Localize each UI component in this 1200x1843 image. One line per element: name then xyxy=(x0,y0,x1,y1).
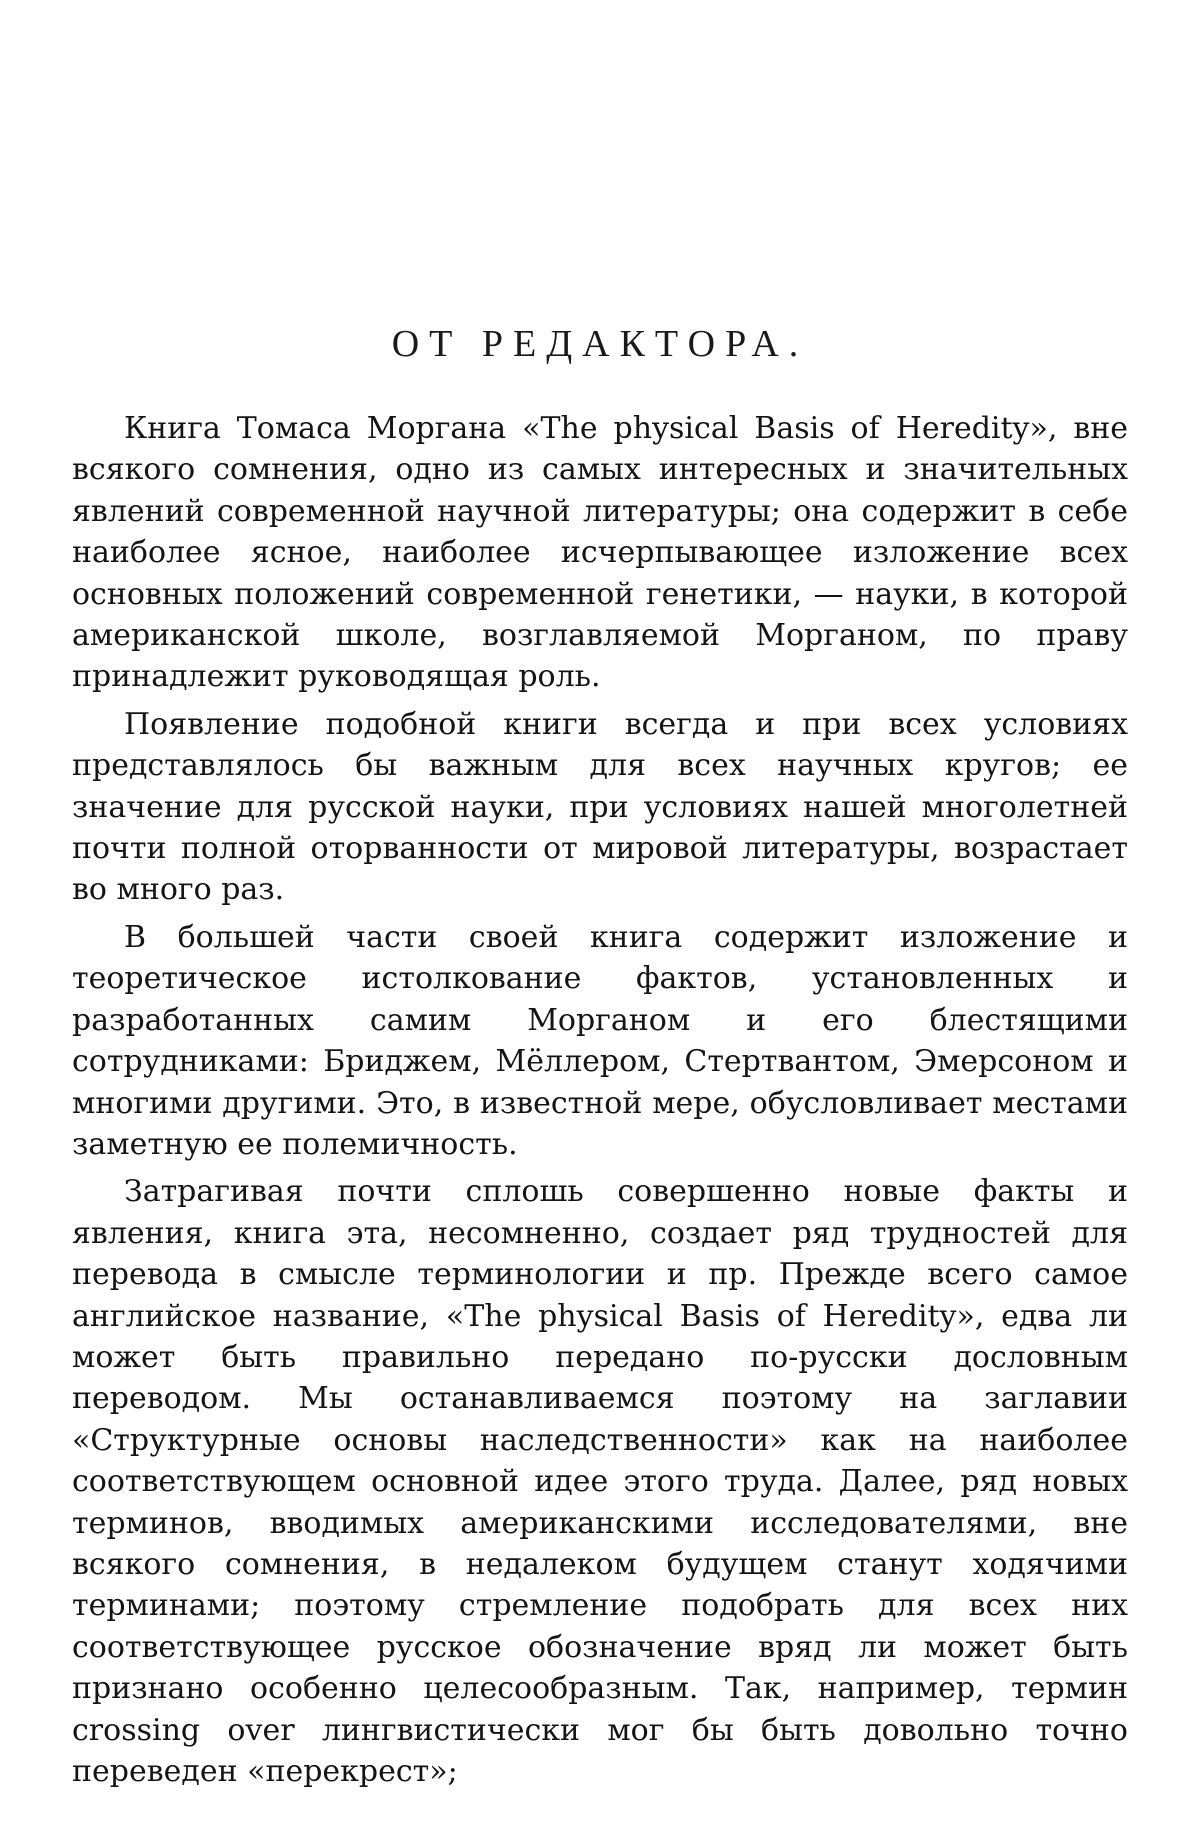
body-text xyxy=(72,408,1128,1798)
paragraph-1: Книга Томаса Моргана «The physical Basis of Heredity», вне всякого сомнения, одно из самых интересных и значительных явлений современной научной литературы; она содержит в себе наиболее ясное, наиболее исчерпывающее изложение всех основных положений современной генетики, — науки, в которой американской школе, возглавляемой Морганом, по праву принадлежит руководящая роль. xyxy=(72,411,1128,695)
page-title: ОТ РЕДАКТОРА. xyxy=(391,323,809,365)
paragraph-2: Появление подобной книги всегда и при всех условиях представлялось бы важным для всех научных кругов; ее значение для русской науки, при условиях нашей многолетней почти полной оторванности от мировой литературы, возрастает во много раз. xyxy=(72,706,1128,908)
paragraph-4: Затрагивая почти сплошь совершенно новые факты и явления, книга эта, несомненно, создает ряд трудностей для перевода в смысле терминологии и пр. Прежде всего самое английское название, «The physical Basis of Heredity», едва ли может быть правильно передано по-русски дословным переводом. Мы останавливаемся поэтому на заглавии «Структурные основы наследственности» как на наиболее соответствующем основной идее этого труда. Далее, ряд новых терминов, вводимых американскими исследователями, вне всякого сомнения, в недалеком будущем станут ходячими терминами; поэтому стремление подобрать для всех них соответствующее русское обозначение вряд ли может быть признано особенно целесообразным. Так, например, термин crossing over лингвистически мог бы быть довольно точно переведен «перекрест»; xyxy=(72,1174,1128,1789)
paragraph-3: В большей части своей книга содержит изложение и теоретическое истолкование фактов, установленных и разработанных самим Морганом и его блестящими сотрудниками: Бриджем, Мёллером, Стертвантом, Эмерсоном и многими другими. Это, в известной мере, обусловливает местами заметную ее полемичность. xyxy=(72,919,1128,1162)
